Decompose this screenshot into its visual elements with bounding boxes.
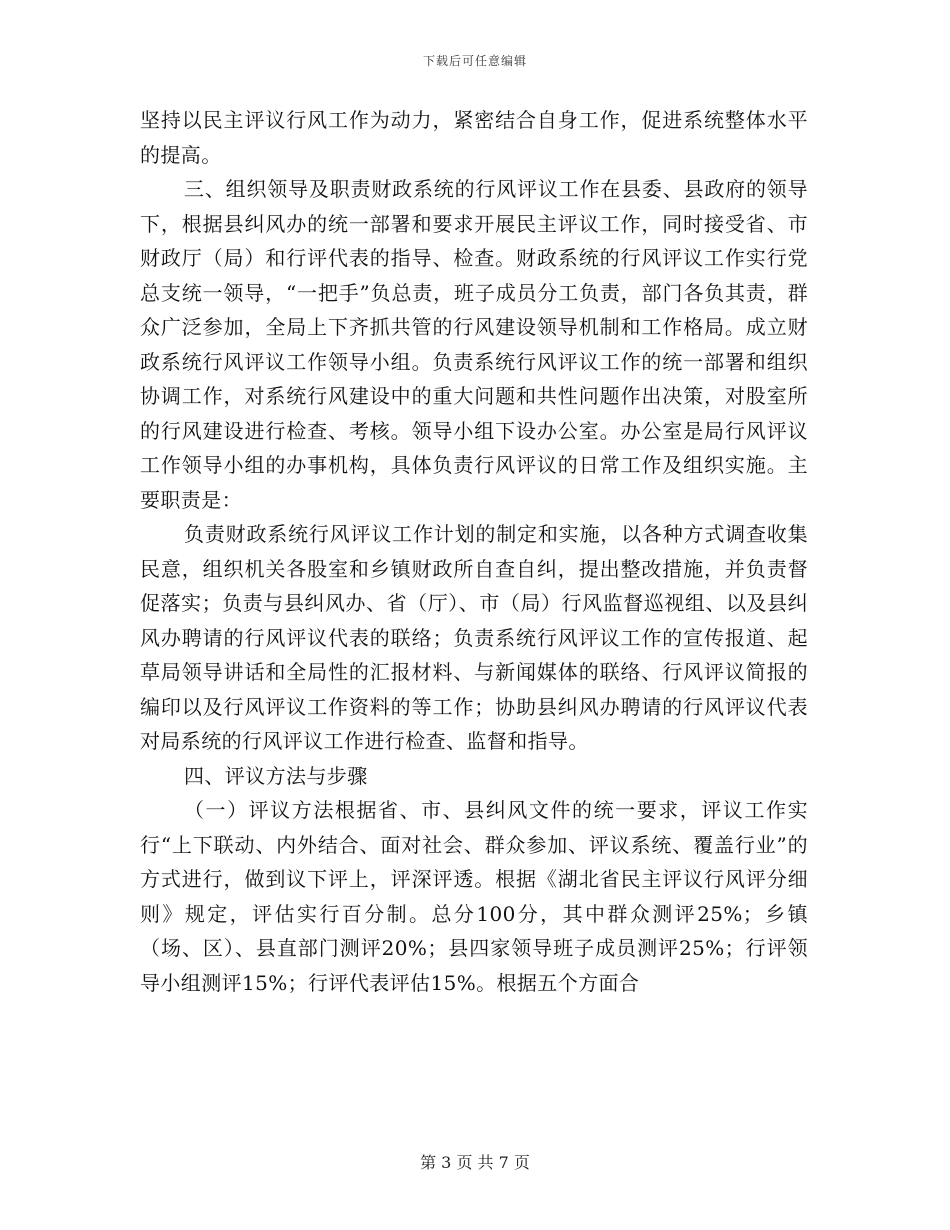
paragraph-3: 负责财政系统行风评议工作计划的制定和实施，以各种方式调查收集民意，组织机关各股室和乡镇财政所自查自纠，提出整改措施，并负责督促落实；负责与县纠风办、省（厅）、市（局）行风监督巡视组、以及县纠风办聘请的行风评议代表的联络；负责系统行风评议工作的宣传报道、起草局领导讲话和全局性的汇报材料、与新闻媒体的联络、行风评议简报的编印以及行风评议工作资料的等工作；协助县纠风办聘请的行风评议代表对局系统的行风评议工作进行检查、监督和指导。 — [140, 522, 808, 753]
page-header: 下载后可任意编辑 — [422, 54, 527, 68]
document-body — [140, 103, 808, 1000]
page-footer: 第 3 页 共 7 页 — [420, 1153, 530, 1172]
paragraph-5: （一）评议方法根据省、市、县纠风文件的统一要求，评议工作实行“上下联动、内外结合、面对社会、群众参加、评议系统、覆盖行业”的方式进行，做到议下评上，评深评透。根据《湖北省民主评议行风评分细则》规定，评估实行百分制。总分100分，其中群众测评25%；乡镇（场、区）、县直部门测评20%；县四家领导班子成员测评25%；行评领导小组测评15%；行评代表评估15%。根据五个方面合 — [140, 798, 808, 995]
paragraph-1: 坚持以民主评议行风工作为动力，紧密结合自身工作，促进系统整体水平的提高。 — [140, 108, 808, 167]
paragraph-2: 三、组织领导及职责财政系统的行风评议工作在县委、县政府的领导下，根据县纠风办的统一部署和要求开展民主评议工作，同时接受省、市财政厅（局）和行评代表的指导、检查。财政系统的行风评议工作实行党总支统一领导，“一把手”负总责，班子成员分工负责，部门各负其责，群众广泛参加，全局上下齐抓共管的行风建设领导机制和工作格局。成立财政系统行风评议工作领导小组。负责系统行风评议工作的统一部署和组织协调工作，对系统行风建设中的重大问题和共性问题作出决策，对股室所的行风建设进行检查、考核。领导小组下设办公室。办公室是局行风评议工作领导小组的办事机构，具体负责行风评议的日常工作及组织实施。主要职责是： — [140, 177, 808, 512]
paragraph-4: 四、评议方法与步骤 — [184, 763, 368, 788]
